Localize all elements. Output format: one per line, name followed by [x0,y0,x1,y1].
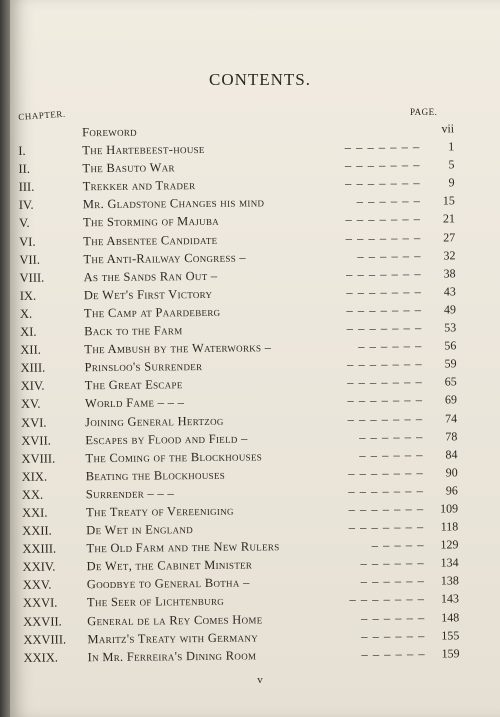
chapter-number: XIII. [20,360,46,376]
chapter-page-number: 21 [442,211,456,226]
dot-leader: – – – – – – – [346,284,422,300]
chapter-title: Maritz's Treaty with Germany [87,630,259,646]
chapter-number: V. [18,216,30,231]
dot-leader: – – – – – – – [345,230,422,246]
chapter-title: The Treaty of Vereeniging [85,503,234,520]
dot-leader: – – – – – – [357,248,422,264]
dot-leader: – – – – – – [360,610,426,625]
dot-leader: – – – – – – [360,574,425,589]
chapter-title: The Great Escape [84,377,183,393]
dot-leader: – – – – – – – [348,501,425,517]
chapter-title: The Camp at Paardeberg [83,304,221,321]
chapter-number: XX. [21,487,44,502]
chapter-page-number: 32 [443,247,456,263]
chapter-number: XII. [20,342,41,358]
chapter-title: Back to the Farm [84,323,183,339]
chapter-page-number: 49 [443,302,457,317]
page-number: v [257,674,263,686]
chapter-number: IV. [18,198,34,213]
dot-leader: – – – – – – – [346,320,423,336]
dot-leader: – – – – – – – [346,302,423,318]
contents-title: CONTENTS. [208,70,312,89]
chapter-page-number: 65 [444,374,457,389]
chapter-page-number: 1 [448,139,455,154]
dot-leader: – – – – – – [361,646,426,662]
chapter-column-header: CHAPTER. [18,108,66,122]
dot-leader: – – – – – – – [347,375,423,390]
chapter-page-number: 53 [444,320,457,335]
chapter-page-number: 129 [440,537,459,552]
chapter-number: IX. [19,288,37,303]
contents-entry [15,644,500,667]
chapter-page-number: 143 [440,591,460,606]
chapter-title: Goodbye to General Botha – [86,575,250,592]
dot-leader: – – – – – – [361,628,426,643]
chapter-page-number: 15 [442,193,455,208]
chapter-title: The Coming of the Blockhouses [85,449,263,465]
dot-leader: – – – – – – – [347,411,424,426]
chapter-page-number: 27 [443,229,456,245]
chapter-title: The Storming of Majuba [82,214,220,230]
chapter-number: VIII. [19,270,45,285]
chapter-page-number: 43 [443,284,456,299]
dot-leader: – – – – – – – [348,465,424,481]
chapter-number: XXV. [22,577,52,593]
chapter-page-number: 69 [444,392,457,407]
dot-leader: – – – – – – [358,338,423,354]
chapter-title: As the Sands Ran Out – [83,268,218,284]
chapter-number [18,123,80,124]
chapter-title: Mr. Gladstone Changes his mind [82,195,265,212]
chapter-title: The Ambush by the Waterworks – [84,340,272,357]
chapter-title: Surrender – – – [85,486,175,502]
dot-leader: – – – – – [371,537,425,553]
chapter-page-number: 138 [440,573,459,588]
chapter-title: Foreword [82,124,138,140]
chapter-title: Beating the Blockhouses [85,467,226,484]
chapter-number: XXVII. [23,614,62,629]
chapter-page-number: 56 [444,338,457,353]
chapter-page-number: 5 [448,157,455,172]
chapter-page-number: 134 [440,555,459,570]
dot-leader: – – – – – – – [345,175,421,191]
chapter-title: The Anti-Railway Congress – [83,250,247,266]
contents-list [10,119,500,667]
dot-leader: – – – – – – – [344,157,421,173]
chapter-number: VII. [19,252,40,267]
chapter-title: Prinsloo's Surrender [84,359,203,375]
chapter-page-number: 90 [445,465,458,480]
chapter-page-number: 96 [445,483,458,498]
chapter-number: XIV. [20,378,45,394]
chapter-number: XVI. [21,415,47,430]
chapter-number: XXVIII. [23,632,67,647]
chapter-number: XXIX. [23,650,59,665]
dot-leader: – – – – – – – [345,212,422,227]
chapter-number: II. [18,161,30,177]
chapter-number: III. [18,180,35,195]
chapter-title: De Wet in England [86,522,194,538]
chapter-page-number: 118 [440,519,459,534]
chapter-number: XXIII. [22,541,57,557]
chapter-number: XIX. [21,469,48,484]
dot-leader [210,120,420,122]
dot-leader: – – – – – – [359,429,424,444]
dot-leader: – – – – – – – [347,393,423,408]
chapter-title: Joining General Hertzog [85,413,224,429]
dot-leader: – – – – – – – [346,266,422,282]
chapter-number: XI. [20,324,37,339]
chapter-page-number: vii [441,121,455,136]
chapter-page-number: 148 [441,609,460,625]
dot-leader: – – – – – – – [348,519,425,535]
chapter-number: XVII. [21,433,51,448]
chapter-page-number: 9 [448,175,455,190]
chapter-number: XXVI. [22,595,58,611]
dot-leader: – – – – – – – [348,483,424,499]
chapter-title: General de la Rey Comes Home [87,611,263,628]
chapter-page-number: 84 [445,447,458,462]
chapter-title: In Mr. Ferreira's Dining Room [87,648,257,664]
dot-leader: – – – – – – [359,447,424,463]
chapter-number: I. [18,143,26,159]
dot-leader: – – – – – – – [344,139,421,155]
chapter-page-number: 159 [441,646,460,661]
chapter-title: Escapes by Flood and Field – [85,431,248,447]
dot-leader: – – – – – – [360,555,425,571]
chapter-number: XXIV. [22,559,56,575]
chapter-title: Trekker and Trader [82,178,196,194]
chapter-title: The Hartebeest-house [82,142,205,158]
chapter-title: De Wet, the Cabinet Minister [86,557,253,574]
chapter-number: XV. [20,397,41,412]
chapter-page-number: 155 [441,627,460,643]
chapter-title: The Seer of Lichtenburg [86,594,225,610]
chapter-title: The Basuto War [82,160,175,176]
chapter-number: VI. [19,234,36,249]
dot-leader: – – – – – – – [346,356,423,372]
dot-leader: – – – – – – [356,194,421,209]
book-page [10,0,500,717]
chapter-page-number: 74 [445,410,458,425]
chapter-title: The Absentee Candidate [83,232,218,248]
chapter-page-number: 109 [439,501,459,516]
chapter-number: X. [19,306,33,321]
chapter-title: The Old Farm and the New Rulers [86,539,280,556]
chapter-page-number: 78 [445,428,458,444]
dot-leader: – – – – – – – [349,592,426,607]
chapter-number: XXII. [22,523,52,538]
chapter-number: XXI. [21,505,48,520]
chapter-title: De Wet's First Victory [83,286,213,303]
chapter-title: World Fame – – – [84,395,185,411]
chapter-number: XVIII. [21,451,56,466]
chapter-page-number: 59 [444,356,457,371]
chapter-page-number: 38 [443,266,456,281]
page-column-header: PAGE. [410,107,438,117]
